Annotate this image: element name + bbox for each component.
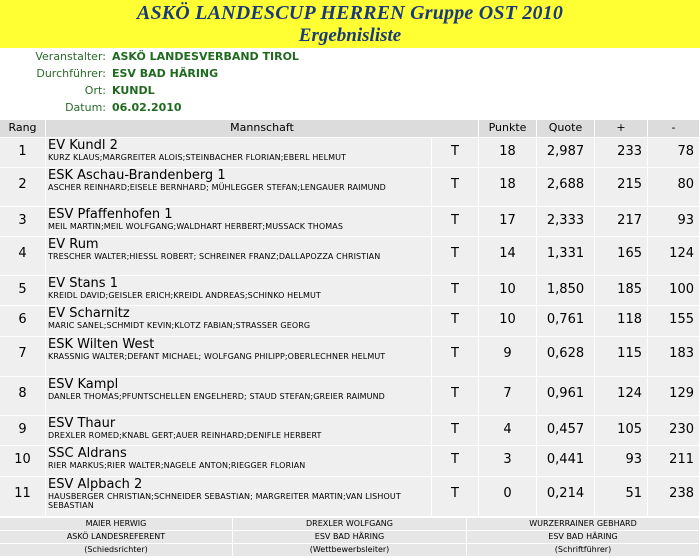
t-cell: T [432, 416, 479, 445]
report-header [0, 0, 700, 48]
quote-cell: 0,214 [537, 477, 595, 516]
team-players: KRASSNIG WALTER;DEFANT MICHAEL; WOLFGANG PHILIPP;OBERLECHNER HELMUT [48, 352, 386, 361]
t-cell: T [432, 446, 479, 476]
points-cell: 18 [479, 138, 537, 167]
quote-cell: 0,628 [537, 337, 595, 376]
team-cell [46, 416, 432, 445]
rank-cell: 6 [0, 306, 46, 336]
points-cell: 7 [479, 377, 537, 415]
team-players: RIER MARKUS;RIER WALTER;NAGELE ANTON;RIEGGER FLORIAN [48, 461, 306, 470]
team-cell [46, 306, 432, 336]
footer-name: WURZERRAINER GEBHARD [467, 518, 700, 530]
team-name: ESV Thaur [48, 416, 116, 431]
minus-cell: 78 [648, 138, 700, 167]
team-players: TRESCHER WALTER;HIESSL ROBERT; SCHREINER FRANZ;DALLAPOZZA CHRISTIAN [48, 252, 381, 261]
team-cell [46, 337, 432, 376]
team-players: MARIC SANEL;SCHMIDT KEVIN;KLOTZ FABIAN;STRASSER GEORG [48, 321, 311, 330]
info-value: KUNDL [112, 84, 155, 97]
team-cell [46, 207, 432, 236]
t-cell: T [432, 207, 479, 236]
table-row [0, 306, 700, 337]
minus-cell: 238 [648, 477, 700, 516]
t-cell: T [432, 138, 479, 167]
team-name: EV Scharnitz [48, 306, 130, 321]
table-row [0, 138, 700, 168]
plus-cell: 165 [595, 237, 648, 275]
team-name: ESK Wilten West [48, 337, 155, 352]
team-players: MEIL MARTIN;MEIL WOLFGANG;WALDHART HERBERT;MUSSACK THOMAS [48, 222, 344, 231]
rank-cell: 9 [0, 416, 46, 445]
quote-cell: 0,761 [537, 306, 595, 336]
team-players: KURZ KLAUS;MARGREITER ALOIS;STEINBACHER FLORIAN;EBERL HELMUT [48, 153, 347, 162]
plus-cell: 105 [595, 416, 648, 445]
info-value: ASKÖ LANDESVERBAND TIROL [112, 50, 299, 63]
info-label: Veranstalter: [35, 50, 106, 63]
team-cell [46, 168, 432, 206]
team-name: ESK Aschau-Brandenberg 1 [48, 168, 226, 183]
table-row [0, 207, 700, 237]
team-cell [46, 276, 432, 305]
points-cell: 17 [479, 207, 537, 236]
footer-role: (Schriftführer) [467, 544, 700, 556]
team-name: EV Rum [48, 237, 99, 252]
rank-cell: 8 [0, 377, 46, 415]
minus-cell: 100 [648, 276, 700, 305]
table-row [0, 237, 700, 276]
team-name: EV Kundl 2 [48, 138, 118, 153]
quote-cell: 2,987 [537, 138, 595, 167]
col-header-mannschaft: Mannschaft [46, 120, 479, 137]
col-header-punkte: Punkte [479, 120, 537, 137]
team-name: EV Stans 1 [48, 276, 118, 291]
footer-role: (Schiedsrichter) [0, 544, 233, 556]
footer-org: ASKÖ LANDESREFERENT [0, 531, 233, 543]
team-players: DREXLER ROMED;KNABL GERT;AUER REINHARD;DENIFLE HERBERT [48, 431, 322, 440]
rank-cell: 5 [0, 276, 46, 305]
rank-cell: 11 [0, 477, 46, 516]
minus-cell: 211 [648, 446, 700, 476]
quote-cell: 2,333 [537, 207, 595, 236]
plus-cell: 115 [595, 337, 648, 376]
team-cell [46, 237, 432, 275]
table-row [0, 168, 700, 207]
info-value: 06.02.2010 [112, 101, 182, 114]
points-cell: 9 [479, 337, 537, 376]
plus-cell: 51 [595, 477, 648, 516]
points-cell: 10 [479, 276, 537, 305]
info-label: Datum: [65, 101, 106, 114]
plus-cell: 124 [595, 377, 648, 415]
team-cell [46, 477, 432, 516]
team-players: KREIDL DAVID;GEISLER ERICH;KREIDL ANDREAS;SCHINKO HELMUT [48, 291, 321, 300]
footer-role: (Wettbewerbsleiter) [233, 544, 467, 556]
points-cell: 0 [479, 477, 537, 516]
report-subtitle: Ergebnisliste [298, 25, 402, 46]
rank-cell: 3 [0, 207, 46, 236]
t-cell: T [432, 237, 479, 275]
info-host [0, 67, 700, 83]
table-row [0, 276, 700, 306]
t-cell: T [432, 306, 479, 336]
quote-cell: 1,331 [537, 237, 595, 275]
table-row [0, 377, 700, 416]
minus-cell: 80 [648, 168, 700, 206]
team-players: HAUSBERGER CHRISTIAN;SCHNEIDER SEBASTIAN; MARGREITER MARTIN;VAN LISHOUT SEBASTIAN [48, 492, 401, 510]
quote-cell: 0,457 [537, 416, 595, 445]
footer-name: DREXLER WOLFGANG [233, 518, 467, 530]
minus-cell: 230 [648, 416, 700, 445]
info-label: Ort: [84, 84, 106, 97]
info-location [0, 84, 700, 100]
team-name: ESV Kampl [48, 377, 119, 392]
plus-cell: 93 [595, 446, 648, 476]
team-cell [46, 138, 432, 167]
minus-cell: 183 [648, 337, 700, 376]
info-date [0, 101, 700, 117]
report-title: ASKÖ LANDESCUP HERREN Gruppe OST 2010 [136, 2, 564, 24]
footer-org: ESV BAD HÄRING [467, 531, 700, 543]
points-cell: 4 [479, 416, 537, 445]
team-name: ESV Pfaffenhofen 1 [48, 207, 173, 222]
plus-cell: 118 [595, 306, 648, 336]
t-cell: T [432, 276, 479, 305]
quote-cell: 1,850 [537, 276, 595, 305]
team-cell [46, 377, 432, 415]
info-label: Durchführer: [36, 67, 106, 80]
quote-cell: 0,961 [537, 377, 595, 415]
rank-cell: 7 [0, 337, 46, 376]
plus-cell: 233 [595, 138, 648, 167]
table-row [0, 477, 700, 517]
table-row [0, 446, 700, 477]
minus-cell: 124 [648, 237, 700, 275]
footer-org: ESV BAD HÄRING [233, 531, 467, 543]
col-header-rang: Rang [0, 120, 46, 137]
minus-cell: 155 [648, 306, 700, 336]
t-cell: T [432, 477, 479, 516]
table-row [0, 337, 700, 377]
plus-cell: 217 [595, 207, 648, 236]
info-organizer [0, 50, 700, 66]
rank-cell: 2 [0, 168, 46, 206]
table-row [0, 416, 700, 446]
rank-cell: 1 [0, 138, 46, 167]
team-players: ASCHER REINHARD;EISELE BERNHARD; MÜHLEGGER STEFAN;LENGAUER RAIMUND [48, 183, 386, 192]
footer-name: MAIER HERWIG [0, 518, 233, 530]
points-cell: 3 [479, 446, 537, 476]
team-name: ESV Alpbach 2 [48, 477, 143, 492]
team-name: SSC Aldrans [48, 446, 127, 461]
points-cell: 14 [479, 237, 537, 275]
minus-cell: 129 [648, 377, 700, 415]
quote-cell: 2,688 [537, 168, 595, 206]
minus-cell: 93 [648, 207, 700, 236]
rank-cell: 10 [0, 446, 46, 476]
plus-cell: 185 [595, 276, 648, 305]
t-cell: T [432, 337, 479, 376]
t-cell: T [432, 377, 479, 415]
t-cell: T [432, 168, 479, 206]
col-header-plus: + [595, 120, 648, 137]
col-header-minus: - [648, 120, 700, 137]
col-header-quote: Quote [537, 120, 595, 137]
points-cell: 10 [479, 306, 537, 336]
plus-cell: 215 [595, 168, 648, 206]
points-cell: 18 [479, 168, 537, 206]
team-cell [46, 446, 432, 476]
rank-cell: 4 [0, 237, 46, 275]
info-value: ESV BAD HÄRING [112, 67, 219, 80]
quote-cell: 0,441 [537, 446, 595, 476]
team-players: DANLER THOMAS;PFUNTSCHELLEN ENGELHERD; STAUD STEFAN;GREIER RAIMUND [48, 392, 385, 401]
